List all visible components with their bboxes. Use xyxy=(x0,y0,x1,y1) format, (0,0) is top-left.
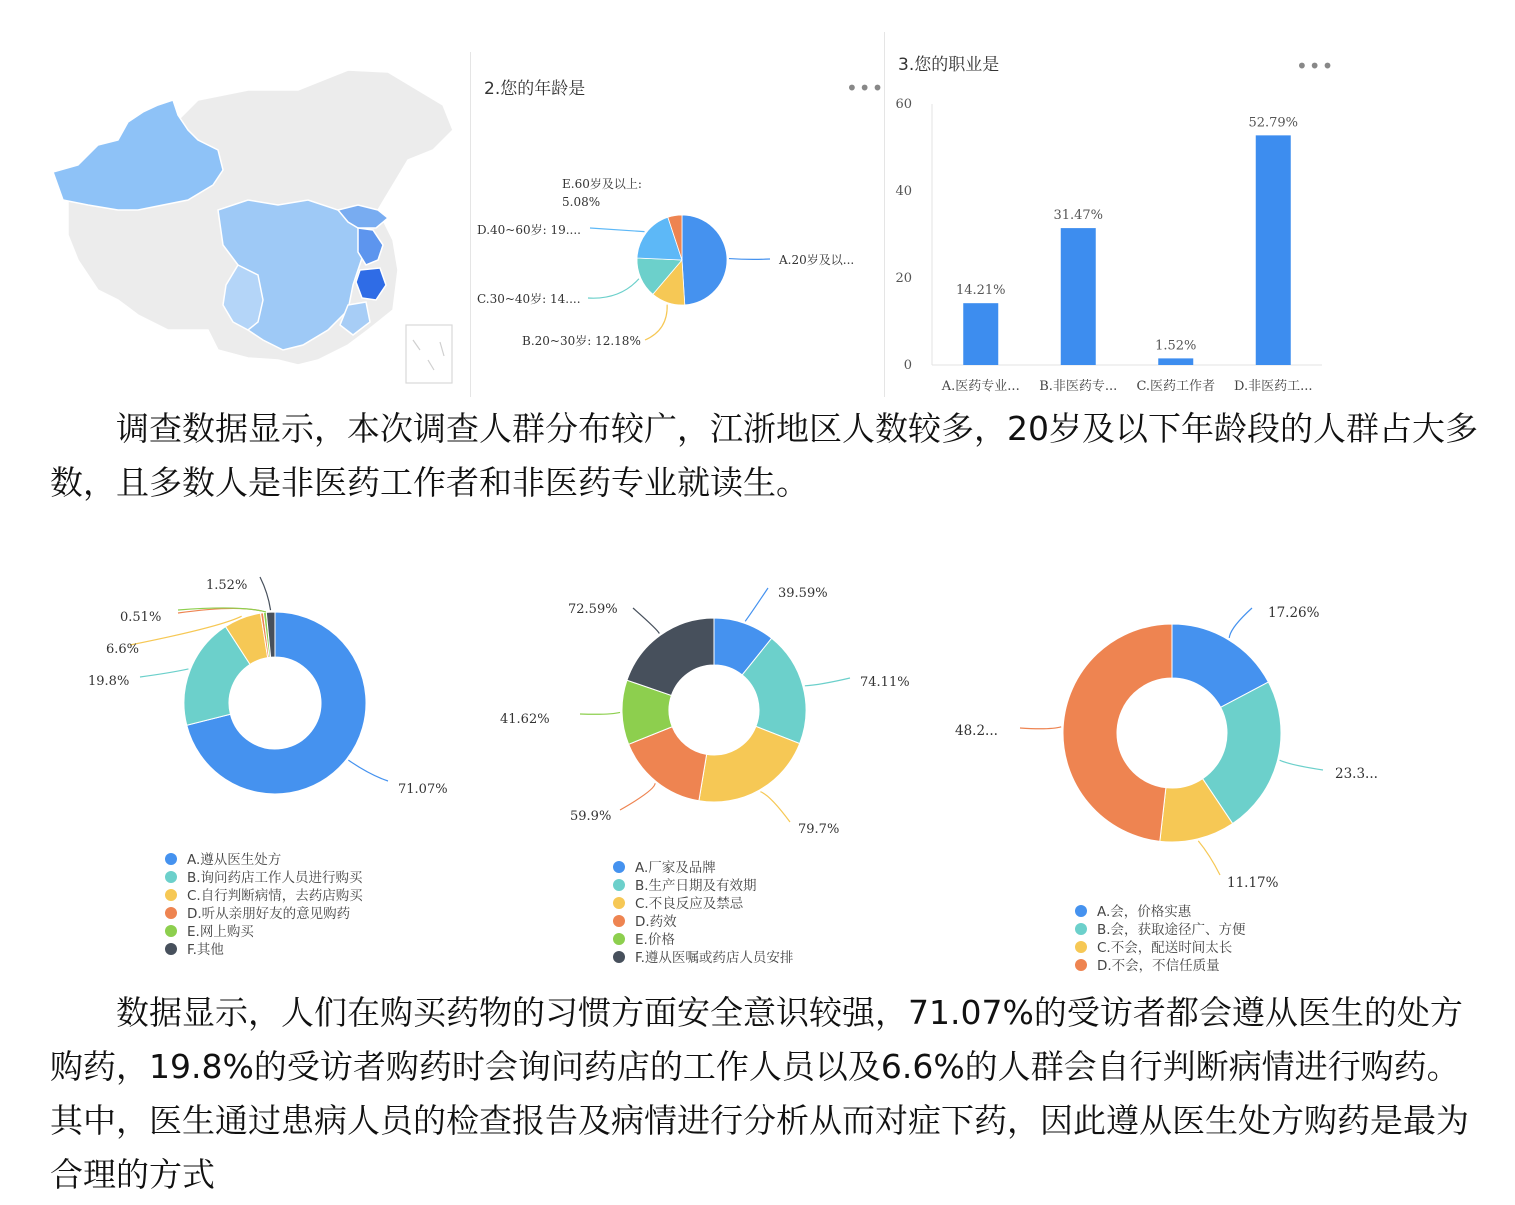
purchase-factors-legend xyxy=(613,859,793,967)
data-label: 6.6% xyxy=(106,642,140,657)
x-tick-label: A.医药专业... xyxy=(941,379,1020,394)
legend-item[interactable] xyxy=(613,877,793,895)
y-tick-label: 20 xyxy=(895,271,912,286)
data-label: 17.26% xyxy=(1268,605,1320,621)
legend-item[interactable] xyxy=(613,895,793,913)
age-chart-title: 2.您的年龄是 xyxy=(484,79,586,99)
purchase-factors-donut xyxy=(480,570,960,850)
leader-line xyxy=(580,712,620,714)
data-label: 71.07% xyxy=(398,782,448,797)
leader-line xyxy=(633,608,659,634)
bar[interactable] xyxy=(963,303,998,365)
legend-dot-icon xyxy=(1075,923,1087,935)
job-bar-chart xyxy=(886,90,1326,402)
legend-dot-icon xyxy=(165,871,177,883)
data-label: 79.7% xyxy=(798,822,840,837)
leader-line xyxy=(645,305,667,340)
job-chart-title: 3.您的职业是 xyxy=(898,55,1000,75)
leader-line xyxy=(588,279,639,298)
legend-item[interactable] xyxy=(165,923,363,941)
legend-item[interactable] xyxy=(613,949,793,967)
data-label: 11.17% xyxy=(1227,875,1279,891)
bar-value-label: 52.79% xyxy=(1248,115,1299,131)
legend-label: B.生产日期及有效期 xyxy=(635,878,757,894)
legend-label: D.不会，不信任质量 xyxy=(1097,958,1220,974)
data-label: 23.3... xyxy=(1335,766,1378,782)
legend-label: D.听从亲朋好友的意见购药 xyxy=(187,906,351,922)
legend-item[interactable] xyxy=(1075,921,1246,939)
legend-dot-icon xyxy=(613,951,625,963)
leader-line xyxy=(1020,727,1061,729)
legend-item[interactable] xyxy=(165,851,363,869)
legend-label: C.不会，配送时间太长 xyxy=(1097,940,1233,956)
legend-item[interactable] xyxy=(1075,957,1246,975)
data-label: 72.59% xyxy=(568,602,618,617)
legend-item[interactable] xyxy=(613,859,793,877)
legend-dot-icon xyxy=(1075,959,1087,971)
data-label: 39.59% xyxy=(778,586,828,601)
legend-dot-icon xyxy=(613,897,625,909)
data-label: B.20~30岁: 12.18% xyxy=(522,334,641,348)
leader-line xyxy=(1229,608,1252,638)
leader-line xyxy=(348,760,388,781)
data-label: D.40~60岁: 19.... xyxy=(477,223,581,237)
x-tick-label: B.非医药专... xyxy=(1039,379,1118,394)
legend-label: A.遵从医生处方 xyxy=(187,852,282,868)
data-label: A.20岁及以... xyxy=(779,253,855,267)
pie-slice[interactable] xyxy=(627,618,714,695)
bar[interactable] xyxy=(1158,358,1193,365)
data-label: 1.52% xyxy=(206,578,248,593)
leader-line xyxy=(590,228,645,232)
legend-item[interactable] xyxy=(1075,939,1246,957)
paragraph-1-text: 调查数据显示，本次调查人群分布较广，江浙地区人数较多，20岁及以下年龄段的人群占大多数，且多数人是非医药工作者和非医药专业就读生。 xyxy=(50,409,1478,502)
legend-label: A.会，价格实惠 xyxy=(1097,904,1192,920)
purchase-method-donut xyxy=(60,565,480,855)
data-label: 41.62% xyxy=(500,712,550,727)
legend-label: F.其他 xyxy=(187,942,224,958)
legend-label: C.不良反应及禁忌 xyxy=(635,896,744,912)
leader-line xyxy=(729,259,770,260)
bar-value-label: 14.21% xyxy=(955,283,1006,299)
legend-dot-icon xyxy=(613,915,625,927)
legend-dot-icon xyxy=(165,853,177,865)
leader-line xyxy=(620,783,655,810)
pie-slice[interactable] xyxy=(699,726,800,802)
leader-line xyxy=(805,678,850,686)
legend-dot-icon xyxy=(165,907,177,919)
summary-paragraph-2 xyxy=(50,986,1480,1202)
y-tick-label: 40 xyxy=(895,184,912,199)
legend-dot-icon xyxy=(613,933,625,945)
x-tick-label: D.非医药工... xyxy=(1234,379,1313,394)
legend-label: B.询问药店工作人员进行购买 xyxy=(187,870,363,886)
leader-line xyxy=(745,588,768,621)
data-label: 48.2... xyxy=(955,723,998,739)
legend-label: D.药效 xyxy=(635,914,677,930)
data-label: 5.08% xyxy=(562,195,601,209)
bar-value-label: 31.47% xyxy=(1053,208,1104,224)
legend-label: E.网上购买 xyxy=(187,924,254,940)
summary-paragraph-1 xyxy=(50,402,1480,510)
legend-dot-icon xyxy=(165,943,177,955)
legend-item[interactable] xyxy=(165,869,363,887)
leader-line xyxy=(140,669,188,677)
job-chart-more-icon[interactable]: ••• xyxy=(1296,54,1335,78)
bar[interactable] xyxy=(1256,135,1291,365)
legend-label: F.遵从医嘱或药店人员安排 xyxy=(635,950,794,966)
y-tick-label: 0 xyxy=(903,358,912,373)
age-pie-chart xyxy=(470,160,884,360)
legend-item[interactable] xyxy=(1075,903,1246,921)
bar[interactable] xyxy=(1061,228,1096,365)
legend-dot-icon xyxy=(1075,905,1087,917)
data-label: E.60岁及以上: xyxy=(562,177,642,191)
legend-dot-icon xyxy=(613,879,625,891)
bar-value-label: 1.52% xyxy=(1155,338,1197,354)
china-province-map xyxy=(48,60,468,390)
online-purchase-legend xyxy=(1075,903,1246,975)
legend-label: C.自行判断病情，去药店购买 xyxy=(187,888,363,904)
data-label: 74.11% xyxy=(860,675,910,690)
data-label: 59.9% xyxy=(570,809,612,824)
legend-dot-icon xyxy=(165,889,177,901)
y-tick-label: 60 xyxy=(895,97,912,112)
pie-slice[interactable] xyxy=(682,215,727,305)
legend-item[interactable] xyxy=(165,905,363,923)
leader-line xyxy=(760,792,790,822)
leader-line xyxy=(1280,760,1323,770)
legend-label: E.价格 xyxy=(635,932,675,948)
x-tick-label: C.医药工作者 xyxy=(1136,379,1216,394)
paragraph-2-text: 数据显示，人们在购买药物的习惯方面安全意识较强，71.07%的受访者都会遵从医生的处方购药，19.8%的受访者购药时会询问药店的工作人员以及6.6%的人群会自行判断病情进行购药。其中，医生通过患病人员的检查报告及病情进行分析从而对症下药，因此遵从医生处方购药是最为合理的方式 xyxy=(50,993,1469,1194)
data-label: 0.51% xyxy=(120,610,162,625)
legend-dot-icon xyxy=(1075,941,1087,953)
legend-dot-icon xyxy=(613,861,625,873)
data-label: 19.8% xyxy=(88,674,130,689)
legend-label: B.会，获取途径广、方便 xyxy=(1097,922,1246,938)
legend-dot-icon xyxy=(165,925,177,937)
leader-line xyxy=(1198,841,1220,875)
south-china-sea-inset-icon xyxy=(406,325,452,383)
age-chart-more-icon[interactable]: ••• xyxy=(846,76,885,100)
online-purchase-donut xyxy=(940,590,1420,900)
leader-line xyxy=(260,577,271,610)
data-label: C.30~40岁: 14.... xyxy=(477,292,581,306)
pie-slice[interactable] xyxy=(1063,624,1172,841)
legend-item[interactable] xyxy=(613,931,793,949)
legend-item[interactable] xyxy=(165,887,363,905)
legend-item[interactable] xyxy=(613,913,793,931)
legend-item[interactable] xyxy=(165,941,363,959)
legend-label: A.厂家及品牌 xyxy=(635,860,716,876)
purchase-method-legend xyxy=(165,851,363,959)
